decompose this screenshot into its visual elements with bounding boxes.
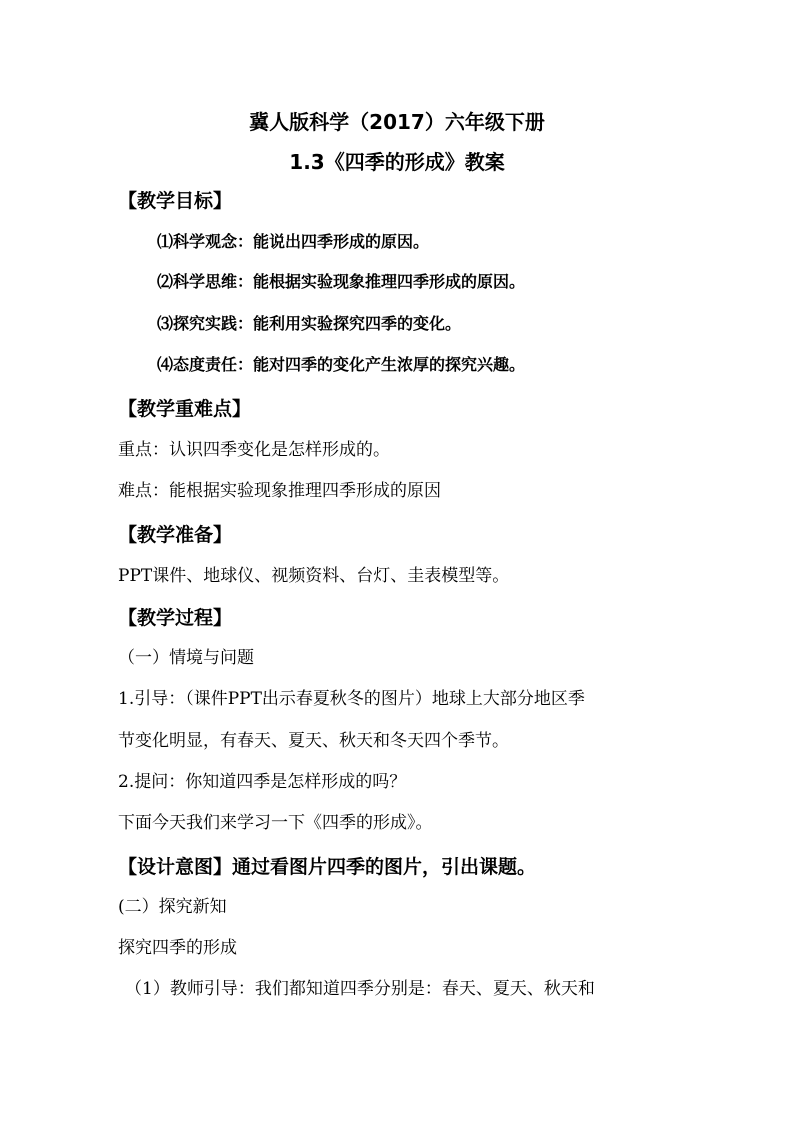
process-step1-line1: 1.引导：（课件PPT出示春夏秋冬的图片）地球上大部分地区季 [118,689,585,709]
objective-item: ⑵科学思维：能根据实验现象推理四季形成的原因。 [157,272,526,291]
process-part2-title: (二）探究新知 [118,897,227,917]
section-heading-objectives: 【教学目标】 [118,190,233,212]
preparation-text: PPT课件、地球仪、视频资料、台灯、圭表模型等。 [118,566,510,586]
process-intro: 下面今天我们来学习一下《四季的形成》。 [118,813,433,833]
key-point-text: 重点：认识四季变化是怎样形成的。 [118,440,390,460]
process-part2-subtitle: 探究四季的形成 [118,938,237,958]
section-heading-preparation: 【教学准备】 [118,524,233,546]
process-part1-title: （一）情境与问题 [118,648,254,668]
objective-item: ⑴科学观念：能说出四季形成的原因。 [157,232,430,251]
objective-item: ⑶探究实践：能利用实验探究四季的变化。 [157,314,462,333]
section-heading-process: 【教学过程】 [118,607,233,629]
document-title: 冀人版科学（2017）六年级下册 [249,110,545,134]
difficult-point-text: 难点：能根据实验现象推理四季形成的原因 [118,481,441,501]
design-intent: 【设计意图】通过看图片四季的图片，引出课题。 [118,856,537,878]
process-step1-line2: 节变化明显，有春天、夏天、秋天和冬天四个季节。 [118,731,509,751]
objective-item: ⑷态度责任：能对四季的变化产生浓厚的探究兴趣。 [157,355,526,374]
section-heading-key-points: 【教学重难点】 [118,398,252,420]
document-subtitle: 1.3《四季的形成》教案 [289,150,505,174]
process-part2-step1: （1）教师引导：我们都知道四季分别是：春天、夏天、秋天和 [125,979,595,999]
process-step2: 2.提问：你知道四季是怎样形成的吗？ [118,772,407,792]
